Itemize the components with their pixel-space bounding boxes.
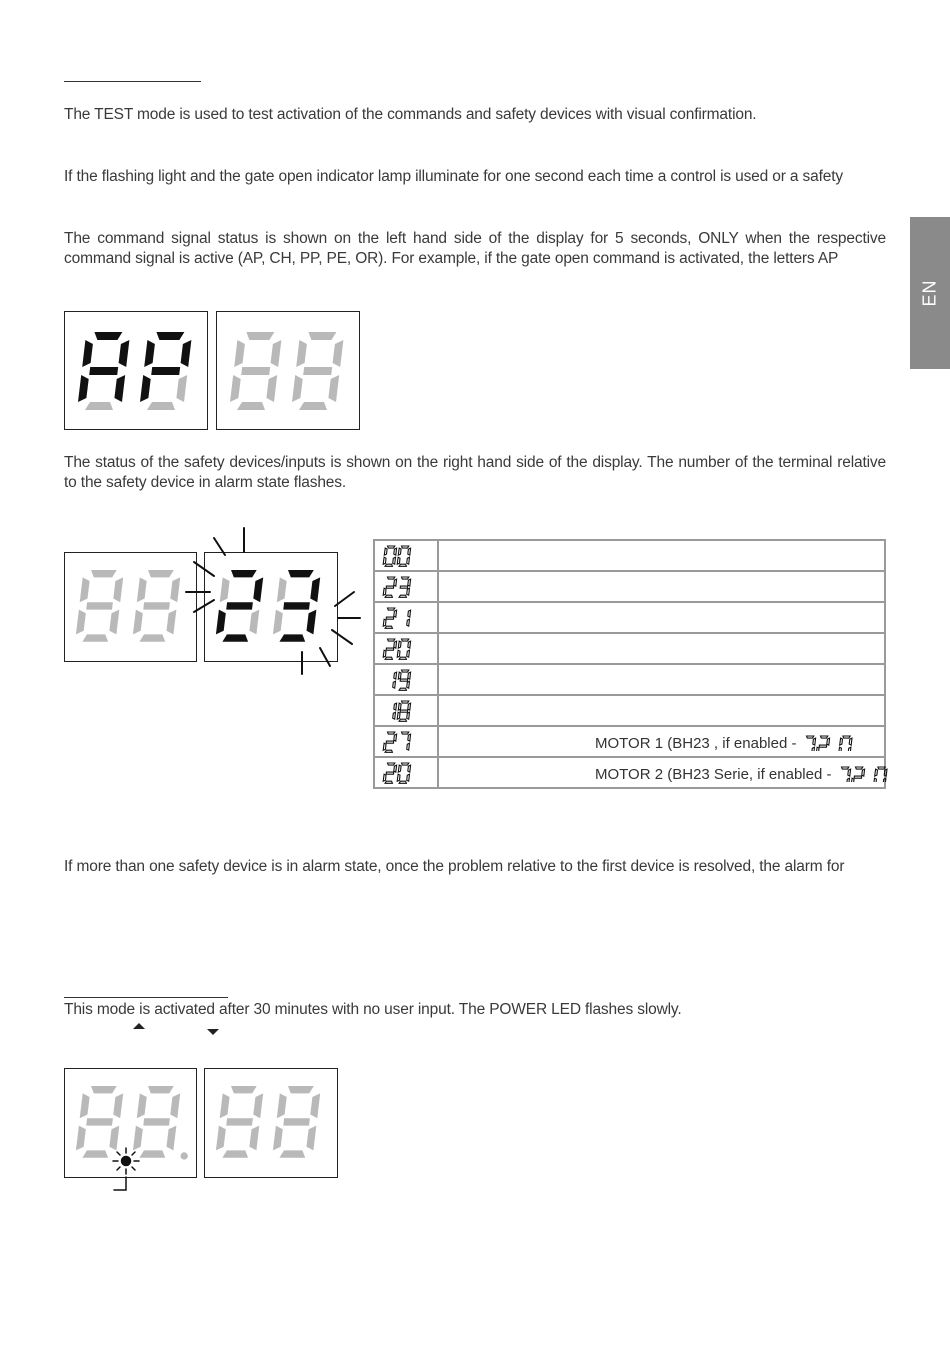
seven-segment-off bbox=[205, 1069, 337, 1177]
table-row bbox=[374, 726, 885, 757]
description-cell bbox=[438, 571, 885, 602]
code-segment bbox=[840, 738, 843, 745]
code-segment bbox=[875, 769, 878, 776]
code-segment bbox=[385, 626, 392, 628]
segment-b bbox=[119, 340, 130, 367]
paragraph-safety-status: The status of the safety devices/inputs is shown on the right hand side of the display. The number of the terminal relative to the safety device in alarm state flashes. bbox=[64, 454, 886, 491]
code-segment bbox=[394, 641, 397, 648]
code-segment bbox=[399, 564, 406, 566]
segment-d bbox=[82, 1150, 108, 1157]
code-segment bbox=[408, 703, 411, 710]
segment-d bbox=[82, 634, 108, 641]
code-segment bbox=[400, 586, 408, 588]
segment-b bbox=[113, 1093, 123, 1118]
segment-g bbox=[143, 1118, 170, 1125]
segment-d bbox=[279, 1150, 305, 1157]
code-segment bbox=[820, 745, 828, 747]
segment-d bbox=[237, 402, 265, 410]
code-segment bbox=[402, 701, 409, 703]
segment-c bbox=[307, 1126, 317, 1151]
code-segment bbox=[402, 732, 409, 734]
power-led-flash-icon bbox=[106, 1144, 146, 1194]
code-segment bbox=[408, 548, 411, 555]
segment-c bbox=[167, 1126, 177, 1151]
segment-g bbox=[143, 602, 170, 609]
code-segment bbox=[383, 774, 386, 781]
segment-a bbox=[91, 570, 117, 577]
parameter-glyph bbox=[800, 733, 856, 751]
code-segment bbox=[402, 639, 409, 641]
table-row bbox=[374, 664, 885, 695]
segment-d bbox=[85, 402, 113, 410]
code-cell bbox=[374, 695, 438, 726]
code-segment bbox=[878, 767, 885, 769]
code-segment bbox=[398, 703, 401, 710]
paragraph-test-intro: The TEST mode is used to test activation of the commands and safety devices with visual confirmation. bbox=[64, 106, 757, 123]
code-segment bbox=[388, 608, 395, 610]
code-segment bbox=[407, 743, 410, 750]
code-segment bbox=[839, 747, 842, 751]
segment-a bbox=[91, 1086, 117, 1093]
segment-f bbox=[80, 1093, 90, 1118]
segment-g bbox=[241, 367, 270, 375]
code-segment bbox=[408, 765, 411, 772]
display-test-command-right bbox=[216, 311, 360, 430]
code-segment bbox=[400, 710, 408, 712]
code-segment bbox=[399, 657, 406, 659]
description-cell bbox=[438, 757, 885, 788]
code-segment bbox=[388, 546, 395, 548]
code-segment bbox=[855, 776, 863, 778]
code-segment bbox=[394, 734, 397, 741]
code-segment bbox=[397, 712, 400, 719]
code-segment bbox=[848, 769, 851, 776]
code-segment bbox=[399, 595, 406, 597]
segment-d bbox=[147, 402, 175, 410]
code-segment bbox=[407, 557, 410, 564]
code-segment bbox=[397, 774, 400, 781]
segment-c bbox=[176, 375, 187, 402]
code-cell bbox=[374, 540, 438, 571]
segment-f bbox=[137, 577, 147, 602]
segment-b bbox=[181, 340, 192, 367]
segment-a bbox=[288, 1086, 314, 1093]
code-glyph bbox=[381, 636, 431, 662]
code-segment bbox=[385, 564, 392, 566]
segment-e bbox=[292, 375, 303, 402]
code-segment bbox=[398, 765, 401, 772]
language-tab-label: EN bbox=[919, 279, 940, 307]
code-segment bbox=[399, 781, 406, 783]
segment-f bbox=[137, 1093, 147, 1118]
code-segment bbox=[388, 577, 395, 579]
section-title-underline-standby bbox=[64, 997, 228, 998]
code-segment bbox=[885, 769, 888, 776]
paragraph-multiple-alarms: If more than one safety device is in alarm state, once the problem relative to the first device is resolved, the alarm for bbox=[64, 858, 845, 875]
code-segment bbox=[884, 778, 887, 782]
seven-segment-off bbox=[65, 553, 196, 661]
safety-codes-table bbox=[373, 539, 886, 789]
segment-g bbox=[226, 1118, 253, 1125]
segment-b bbox=[170, 577, 180, 602]
segment-c bbox=[249, 1126, 259, 1151]
segment-g bbox=[151, 367, 180, 375]
code-segment bbox=[402, 670, 409, 672]
segment-b bbox=[310, 1093, 320, 1118]
code-segment bbox=[400, 679, 408, 681]
segment-b bbox=[333, 340, 344, 367]
code-segment bbox=[407, 588, 410, 595]
code-segment bbox=[383, 650, 386, 657]
display-test-safety-left bbox=[64, 552, 197, 662]
code-segment bbox=[394, 765, 397, 772]
code-segment bbox=[843, 736, 850, 738]
segment-d bbox=[222, 1150, 248, 1157]
segment-b bbox=[253, 1093, 263, 1118]
code-segment bbox=[407, 619, 410, 626]
code-cell bbox=[374, 664, 438, 695]
code-segment bbox=[398, 672, 401, 679]
code-segment bbox=[397, 650, 400, 657]
code-segment bbox=[852, 778, 855, 782]
code-segment bbox=[394, 672, 397, 679]
seven-segment-off bbox=[217, 312, 359, 429]
arrow-up-icon bbox=[133, 1023, 145, 1029]
segment-g bbox=[303, 367, 332, 375]
code-segment bbox=[856, 767, 863, 769]
code-segment bbox=[393, 557, 396, 564]
code-segment bbox=[394, 548, 397, 555]
code-segment bbox=[842, 767, 849, 769]
code-segment bbox=[408, 672, 411, 679]
segment-e bbox=[76, 1126, 86, 1151]
code-segment bbox=[402, 763, 409, 765]
segment-e bbox=[78, 375, 89, 402]
paragraph-command-status: The command signal status is shown on the left hand side of the display for 5 seconds, ONLY when the respective command signal is active (AP, CH, PP, PE, OR). For example, if the gate open command is activated, the letters AP bbox=[64, 230, 886, 267]
segment-c bbox=[114, 375, 125, 402]
segment-c bbox=[266, 375, 277, 402]
segment-c bbox=[109, 610, 119, 635]
description-text bbox=[595, 733, 856, 752]
code-segment bbox=[397, 557, 400, 564]
code-glyph bbox=[381, 667, 431, 693]
code-segment bbox=[821, 736, 828, 738]
code-segment bbox=[407, 712, 410, 719]
segment-b bbox=[271, 340, 282, 367]
paragraph-standby: This mode is activated after 30 minutes with no user input. The POWER LED flashes slowly. bbox=[64, 1001, 682, 1018]
description-cell bbox=[438, 540, 885, 571]
code-segment bbox=[827, 738, 830, 745]
code-segment bbox=[407, 774, 410, 781]
parameter-glyph bbox=[835, 764, 891, 782]
code-segment bbox=[398, 641, 401, 648]
section-title-underline-test bbox=[64, 81, 201, 82]
code-segment bbox=[408, 579, 411, 586]
table-row bbox=[374, 540, 885, 571]
description-text bbox=[595, 764, 891, 783]
code-glyph bbox=[381, 760, 431, 786]
description-label: MOTOR 1 (BH23 , if enabled - bbox=[595, 735, 797, 752]
description-cell bbox=[438, 602, 885, 633]
table-row bbox=[374, 757, 885, 788]
segment-g bbox=[86, 1118, 113, 1125]
paragraph-flashing-light: If the flashing light and the gate open indicator lamp illuminate for one second each time a control is used or a safety bbox=[64, 168, 844, 185]
segment-a bbox=[246, 332, 274, 340]
segment-b bbox=[170, 1093, 180, 1118]
code-segment bbox=[383, 588, 386, 595]
code-segment bbox=[402, 577, 409, 579]
code-segment bbox=[385, 750, 392, 752]
segment-f bbox=[220, 1093, 230, 1118]
code-segment bbox=[399, 719, 406, 721]
code-segment bbox=[849, 747, 852, 751]
segment-b bbox=[113, 577, 123, 602]
display-standby-right bbox=[204, 1068, 338, 1178]
code-segment bbox=[847, 778, 850, 782]
description-label: MOTOR 2 (BH23 Serie, if enabled - bbox=[595, 766, 832, 783]
code-segment bbox=[388, 639, 395, 641]
code-segment bbox=[408, 734, 411, 741]
segment-f bbox=[82, 340, 93, 367]
description-cell bbox=[438, 695, 885, 726]
segment-g bbox=[86, 602, 113, 609]
segment-f bbox=[144, 340, 155, 367]
table-row bbox=[374, 695, 885, 726]
code-segment bbox=[386, 648, 394, 650]
code-segment bbox=[385, 657, 392, 659]
segment-a bbox=[156, 332, 184, 340]
code-segment bbox=[807, 736, 814, 738]
segment-d bbox=[299, 402, 327, 410]
code-segment bbox=[386, 772, 394, 774]
code-segment bbox=[394, 610, 397, 617]
code-segment bbox=[862, 769, 865, 776]
code-segment bbox=[385, 595, 392, 597]
segment-d bbox=[139, 634, 165, 641]
segment-g bbox=[89, 367, 118, 375]
code-segment bbox=[402, 546, 409, 548]
seven-segment-ap bbox=[65, 312, 207, 429]
code-segment bbox=[386, 586, 394, 588]
segment-e bbox=[273, 1126, 283, 1151]
code-segment bbox=[394, 579, 397, 586]
segment-e bbox=[140, 375, 151, 402]
code-segment bbox=[385, 781, 392, 783]
segment-f bbox=[234, 340, 245, 367]
code-segment bbox=[398, 548, 401, 555]
segment-a bbox=[148, 570, 174, 577]
code-segment bbox=[393, 712, 396, 719]
code-cell bbox=[374, 726, 438, 757]
code-cell bbox=[374, 633, 438, 664]
display-test-command-left bbox=[64, 311, 208, 430]
segment-g bbox=[283, 1118, 310, 1125]
code-segment bbox=[850, 738, 853, 745]
code-segment bbox=[812, 747, 815, 751]
code-cell bbox=[374, 571, 438, 602]
code-cell bbox=[374, 757, 438, 788]
code-segment bbox=[874, 778, 877, 782]
code-glyph bbox=[381, 729, 431, 755]
code-cell bbox=[374, 602, 438, 633]
code-segment bbox=[407, 650, 410, 657]
code-segment bbox=[383, 743, 386, 750]
code-glyph bbox=[381, 605, 431, 631]
code-segment bbox=[386, 741, 394, 743]
description-cell bbox=[438, 633, 885, 664]
code-segment bbox=[383, 619, 386, 626]
segment-c bbox=[328, 375, 339, 402]
code-segment bbox=[388, 763, 395, 765]
code-segment bbox=[384, 548, 387, 555]
segment-a bbox=[231, 1086, 257, 1093]
code-segment bbox=[408, 641, 411, 648]
segment-a bbox=[94, 332, 122, 340]
code-glyph bbox=[381, 574, 431, 600]
code-segment bbox=[394, 703, 397, 710]
segment-f bbox=[296, 340, 307, 367]
description-cell bbox=[438, 726, 885, 757]
description-cell bbox=[438, 664, 885, 695]
table-row bbox=[374, 602, 885, 633]
table-row bbox=[374, 633, 885, 664]
segment-f bbox=[277, 1093, 287, 1118]
code-segment bbox=[813, 738, 816, 745]
code-glyph bbox=[381, 543, 431, 569]
segment-c bbox=[167, 610, 177, 635]
segment-e bbox=[216, 1126, 226, 1151]
code-segment bbox=[408, 610, 411, 617]
segment-e bbox=[133, 610, 143, 635]
code-segment bbox=[407, 681, 410, 688]
code-glyph bbox=[381, 698, 431, 724]
code-segment bbox=[386, 617, 394, 619]
code-segment bbox=[817, 747, 820, 751]
code-segment bbox=[383, 557, 386, 564]
segment-e bbox=[76, 610, 86, 635]
table-row bbox=[374, 571, 885, 602]
code-segment bbox=[393, 681, 396, 688]
code-segment bbox=[388, 732, 395, 734]
decimal-point bbox=[181, 1152, 188, 1159]
arrow-down-icon bbox=[207, 1029, 219, 1035]
flashing-rays-icon bbox=[180, 520, 380, 680]
segment-a bbox=[308, 332, 336, 340]
segment-f bbox=[80, 577, 90, 602]
code-segment bbox=[399, 688, 406, 690]
segment-e bbox=[230, 375, 241, 402]
segment-a bbox=[148, 1086, 174, 1093]
language-tab bbox=[910, 217, 950, 369]
